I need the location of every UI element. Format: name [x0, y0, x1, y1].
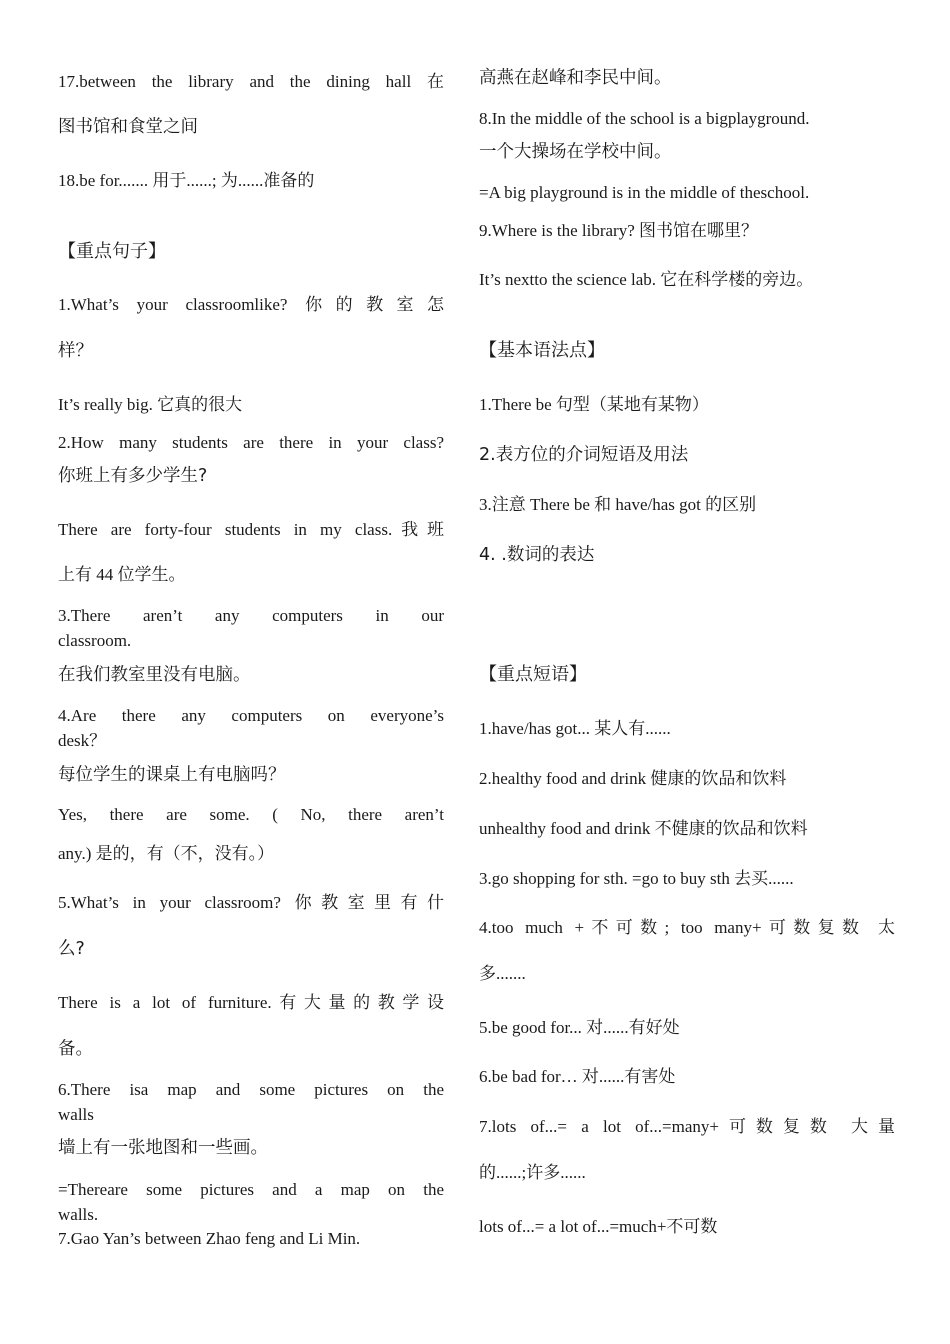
sentence-4-answer-line2: any.) 是的，有（不，没有。） — [58, 844, 275, 863]
grammar-point-3: 3.注意 There be 和 have/has got 的区别 — [479, 495, 757, 514]
sentence-4-translation: 每位学生的课桌上有电脑吗？ — [58, 765, 286, 785]
sentence-3-line2: classroom. — [58, 631, 132, 650]
grammar-point-1: 1.There be 句型（某地有某物） — [479, 395, 709, 414]
sentence-2-line2: 你班上有多少学生? — [58, 466, 208, 486]
sentence-9-question: 9.Where is the library? 图书馆在哪里？ — [479, 221, 759, 240]
sentence-5-answer-line1: There is a lot of furniture.有大量的教学设 — [58, 993, 444, 1012]
sentence-8-alt: =A big playground is in the middle of theschool. — [479, 183, 810, 202]
phrase-6: 6.be bad for… 对......有害处 — [479, 1067, 676, 1086]
phrase-4-line1: 4.too much +不可数; too many+可数复数 太 — [479, 918, 895, 937]
sentence-8-translation: 一个大操场在学校中间。 — [479, 142, 672, 162]
sentence-5-line1: 5.What’s in your classroom? 你教室里有什 — [58, 893, 444, 912]
section-heading-key-phrases: 【重点短语】 — [479, 664, 587, 685]
sentence-3-translation: 在我们教室里没有电脑。 — [58, 665, 251, 685]
phrase-2-healthy: 2.healthy food and drink 健康的饮品和饮料 — [479, 769, 787, 788]
sentence-4-line1: 4.Are there any computers on everyone’s — [58, 706, 444, 725]
sentence-8-english: 8.In the middle of the school is a bigplayground. — [479, 109, 810, 128]
sentence-2-answer-line2: 上有 44 位学生。 — [58, 565, 186, 584]
sentence-6-line2: walls — [58, 1105, 94, 1124]
sentence-2-answer-line1: There are forty-four students in my class.我班 — [58, 520, 444, 539]
sentence-1-answer: It’s really big. 它真的很大 — [58, 395, 243, 414]
phrase-3: 3.go shopping for sth. =go to buy sth 去买...... — [479, 869, 794, 888]
sentence-5-answer-line2: 备。 — [58, 1039, 93, 1059]
phrase-1: 1.have/has got... 某人有...... — [479, 719, 671, 738]
phrase-7-uncountable: lots of...= a lot of...=much+不可数 — [479, 1217, 718, 1236]
phrase-2-unhealthy: unhealthy food and drink 不健康的饮品和饮料 — [479, 819, 808, 838]
sentence-6-alt-line1: =Thereare some pictures and a map on the — [58, 1180, 444, 1199]
phrase-5: 5.be good for... 对......有好处 — [479, 1018, 680, 1037]
sentence-9-answer: It’s nextto the science lab. 它在科学楼的旁边。 — [479, 270, 814, 289]
phrase-7-line1: 7.lots of...= a lot of...=many+可数复数 大量 — [479, 1117, 895, 1136]
sentence-7-translation: 高燕在赵峰和李民中间。 — [479, 68, 672, 88]
phrase-18: 18.be for....... 用于......; 为......准备的 — [58, 171, 315, 190]
sentence-6-translation: 墙上有一张地图和一些画。 — [58, 1138, 268, 1158]
sentence-5-line2: 么? — [58, 939, 85, 959]
section-heading-key-sentences: 【重点句子】 — [58, 241, 166, 262]
section-heading-grammar: 【基本语法点】 — [479, 340, 605, 361]
sentence-6-alt-line2: walls. — [58, 1205, 99, 1224]
phrase-17-line1: 17.between the library and the dining hall 在 — [58, 72, 444, 91]
phrase-4-line2: 多....... — [479, 964, 526, 983]
sentence-7-english: 7.Gao Yan’s between Zhao feng and Li Min. — [58, 1229, 361, 1248]
sentence-3-line1: 3.There aren’t any computers in our — [58, 606, 444, 625]
phrase-7-line2: 的......;许多...... — [479, 1163, 586, 1182]
sentence-4-line2: desk？ — [58, 731, 107, 750]
phrase-17-line2: 图书馆和食堂之间 — [58, 117, 198, 137]
grammar-point-4: 4. .数词的表达 — [479, 545, 595, 565]
grammar-point-2: 2.表方位的介词短语及用法 — [479, 445, 689, 465]
sentence-1-line2: 样？ — [58, 341, 93, 361]
sentence-4-answer-line1: Yes, there are some. ( No, there aren’t — [58, 805, 444, 824]
sentence-6-line1: 6.There isa map and some pictures on the — [58, 1080, 444, 1099]
sentence-2-line1: 2.How many students are there in your class? — [58, 433, 444, 452]
sentence-1-line1: 1.What’s your classroomlike? 你的教室怎 — [58, 295, 444, 314]
